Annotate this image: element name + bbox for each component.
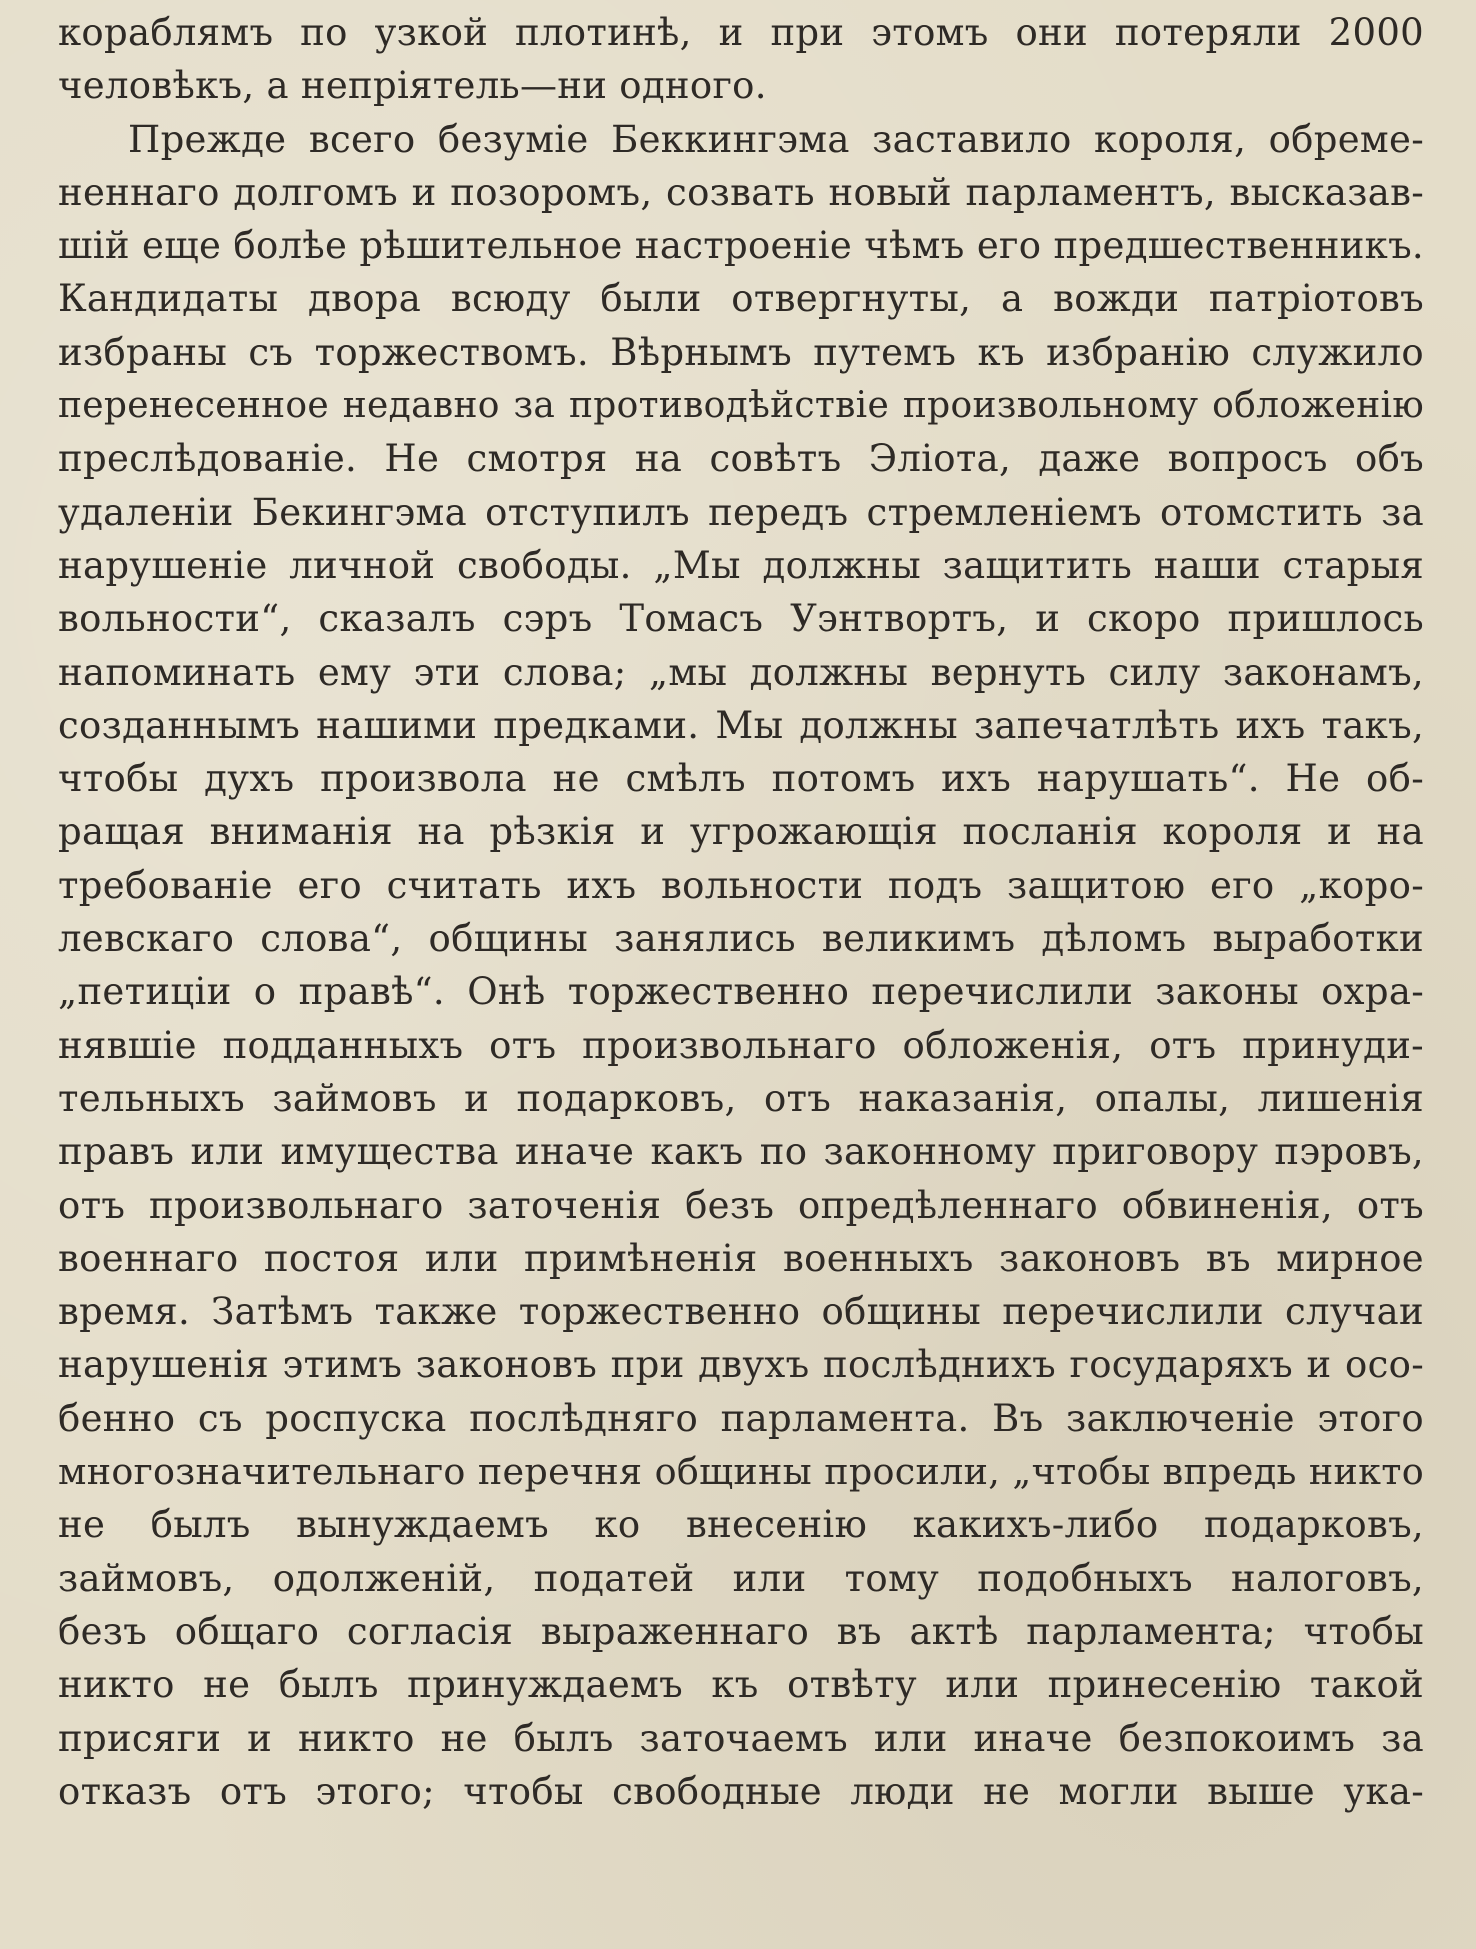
text-line: бенно съ роспуска послѣдняго парламента. Въ заключеніе этого [58,1396,1424,1440]
text-line: нявшіе подданныхъ отъ произвольнаго обложенія, отъ принуди- [58,1023,1424,1067]
text-line: чтобы духъ произвола не смѣлъ потомъ ихъ нарушать“. Не об- [58,757,1424,801]
text-line: правъ или имущества иначе какъ по законному приговору пэровъ, [58,1130,1424,1174]
text-line: отказъ отъ этого; чтобы свободные люди не могли выше ука- [58,1769,1424,1813]
text-line: отъ произвольнаго заточенія безъ опредѣленнаго обвиненія, отъ [58,1183,1424,1227]
text-line: тельныхъ займовъ и подарковъ, отъ наказанія, опалы, лишенія [58,1076,1424,1120]
text-line: никто не былъ принуждаемъ къ отвѣту или принесенію такой [58,1663,1424,1707]
text-line: нарушенія этимъ законовъ при двухъ послѣднихъ государяхъ и осо- [58,1343,1424,1387]
text-line: ращая вниманія на рѣзкія и угрожающія посланія короля и на [58,810,1424,854]
text-line: перенесенное недавно за противодѣйствіе произвольному обложенію [58,385,1424,427]
text-line: человѣкъ, а непріятель—ни одного. [58,64,767,108]
text-line: вольности“, сказалъ сэръ Томасъ Уэнтвортъ, и скоро пришлось [58,597,1424,641]
text-line: займовъ, одолженій, податей или тому подобныхъ налоговъ, [58,1556,1424,1600]
text-line: нарушеніе личной свободы. „Мы должны защитить наши старыя [58,543,1424,587]
text-line: время. Затѣмъ также торжественно общины перечислили случаи [58,1290,1424,1334]
text-line: левскаго слова“, общины занялись великимъ дѣломъ выработки [58,917,1424,961]
text-line: удаленіи Бекингэма отступилъ передъ стремленіемъ отомстить за [58,490,1424,534]
text-line: не былъ вынуждаемъ ко внесенію какихъ-либо подарковъ, [58,1503,1424,1547]
text-line: Кандидаты двора всюду были отвергнуты, а вожди патріотовъ [58,277,1424,321]
text-line: преслѣдованіе. Не смотря на совѣтъ Эліота, даже вопросъ объ [58,437,1424,481]
text-line: многозначительнаго перечня общины просили, „чтобы впредь никто [58,1450,1424,1494]
text-line: шій еще болѣе рѣшительное настроеніе чѣмъ его предшественникъ. [58,224,1424,268]
text-line: безъ общаго согласія выраженнаго въ актѣ парламента; чтобы [58,1609,1424,1653]
text-line: военнаго постоя или примѣненія военныхъ законовъ въ мирное [58,1236,1424,1280]
text-line: требованіе его считать ихъ вольности подъ защитою его „коро- [58,863,1424,907]
text-line: кораблямъ по узкой плотинѣ, и при этомъ они потеряли 2000 [58,11,1424,54]
text-line: избраны съ торжествомъ. Вѣрнымъ путемъ къ избранію служило [58,330,1424,374]
text-line: присяги и никто не былъ заточаемъ или иначе безпокоимъ за [58,1716,1424,1760]
text-line: неннаго долгомъ и позоромъ, созвать новый парламентъ, высказав- [58,170,1424,214]
text-line: Прежде всего безуміе Беккингэма заставило короля, обреме- [128,117,1424,161]
text-line: „петиціи о правѣ“. Онѣ торжественно перечислили законы охра- [58,970,1424,1014]
text-line: созданнымъ нашими предками. Мы должны запечатлѣть ихъ такъ, [58,703,1424,747]
text-line: напоминать ему эти слова; „мы должны вернуть силу законамъ, [58,650,1424,694]
page-text [58,6,1424,1818]
